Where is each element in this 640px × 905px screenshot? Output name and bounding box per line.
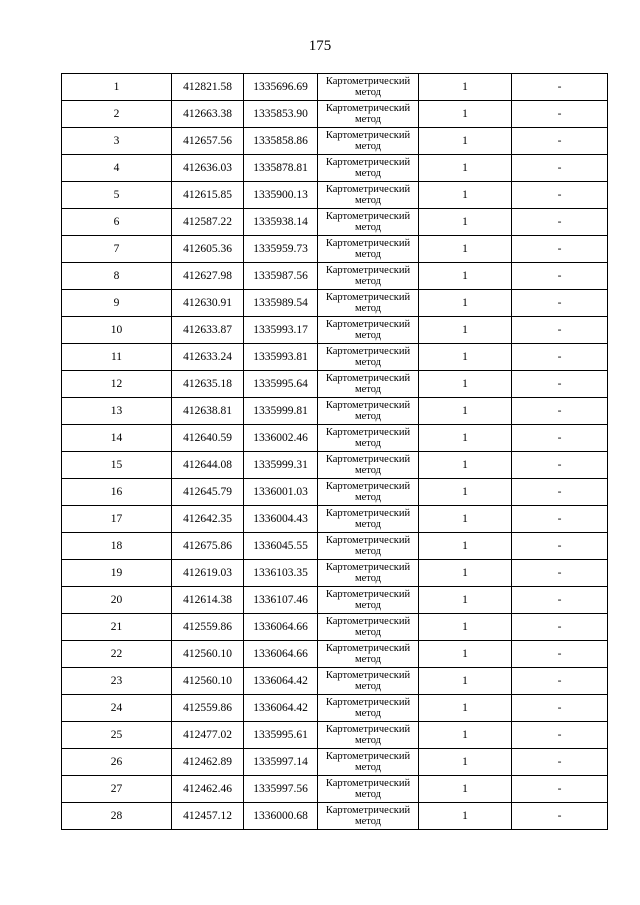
y-coordinate-cell: 1336002.46 (244, 425, 318, 452)
note-cell: - (512, 425, 608, 452)
method-line-2: метод (354, 708, 382, 719)
method-line-1: Картометрический (325, 319, 411, 330)
method-cell (318, 803, 419, 830)
x-coordinate-cell: 412559.86 (172, 695, 244, 722)
accuracy-cell: 1 (419, 479, 512, 506)
y-coordinate-cell: 1336064.42 (244, 695, 318, 722)
method-line-1: Картометрический (325, 211, 411, 222)
note-cell: - (512, 101, 608, 128)
note-cell: - (512, 722, 608, 749)
x-coordinate-cell: 412462.46 (172, 776, 244, 803)
method-line-1: Картометрический (325, 481, 411, 492)
table-row (62, 317, 608, 344)
method-line-2: метод (354, 654, 382, 665)
y-coordinate-cell: 1335900.13 (244, 182, 318, 209)
method-line-2: метод (354, 492, 382, 503)
note-cell: - (512, 749, 608, 776)
method-cell (318, 452, 419, 479)
method-line-2: метод (354, 249, 382, 260)
method-line-2: метод (354, 600, 382, 611)
method-line-2: метод (354, 816, 382, 827)
accuracy-cell: 1 (419, 371, 512, 398)
note-cell: - (512, 155, 608, 182)
method-line-1: Картометрический (325, 103, 411, 114)
y-coordinate-cell: 1336064.66 (244, 641, 318, 668)
note-cell: - (512, 452, 608, 479)
point-number-cell: 9 (62, 290, 172, 317)
x-coordinate-cell: 412587.22 (172, 209, 244, 236)
method-cell (318, 74, 419, 101)
point-number-cell: 22 (62, 641, 172, 668)
y-coordinate-cell: 1335987.56 (244, 263, 318, 290)
y-coordinate-cell: 1335858.86 (244, 128, 318, 155)
method-line-2: метод (354, 465, 382, 476)
note-cell: - (512, 776, 608, 803)
point-number-cell: 23 (62, 668, 172, 695)
accuracy-cell: 1 (419, 641, 512, 668)
y-coordinate-cell: 1335993.17 (244, 317, 318, 344)
point-number-cell: 1 (62, 74, 172, 101)
table-row (62, 74, 608, 101)
accuracy-cell: 1 (419, 506, 512, 533)
y-coordinate-cell: 1335995.61 (244, 722, 318, 749)
table-row (62, 155, 608, 182)
table-row (62, 506, 608, 533)
note-cell: - (512, 614, 608, 641)
y-coordinate-cell: 1336004.43 (244, 506, 318, 533)
point-number-cell: 28 (62, 803, 172, 830)
table-row (62, 722, 608, 749)
note-cell: - (512, 695, 608, 722)
point-number-cell: 26 (62, 749, 172, 776)
method-cell (318, 101, 419, 128)
accuracy-cell: 1 (419, 614, 512, 641)
note-cell: - (512, 479, 608, 506)
x-coordinate-cell: 412627.98 (172, 263, 244, 290)
point-number-cell: 11 (62, 344, 172, 371)
accuracy-cell: 1 (419, 425, 512, 452)
method-line-2: метод (354, 357, 382, 368)
table-row (62, 290, 608, 317)
method-line-2: метод (354, 384, 382, 395)
note-cell: - (512, 506, 608, 533)
x-coordinate-cell: 412633.87 (172, 317, 244, 344)
method-line-1: Картометрический (325, 157, 411, 168)
y-coordinate-cell: 1335959.73 (244, 236, 318, 263)
x-coordinate-cell: 412645.79 (172, 479, 244, 506)
x-coordinate-cell: 412560.10 (172, 668, 244, 695)
method-line-1: Картометрический (325, 805, 411, 816)
table-row (62, 209, 608, 236)
accuracy-cell: 1 (419, 398, 512, 425)
method-line-2: метод (354, 222, 382, 233)
table-row (62, 614, 608, 641)
table-row (62, 425, 608, 452)
accuracy-cell: 1 (419, 776, 512, 803)
note-cell: - (512, 533, 608, 560)
x-coordinate-cell: 412457.12 (172, 803, 244, 830)
point-number-cell: 19 (62, 560, 172, 587)
method-line-1: Картометрический (325, 184, 411, 195)
x-coordinate-cell: 412642.35 (172, 506, 244, 533)
x-coordinate-cell: 412675.86 (172, 533, 244, 560)
note-cell: - (512, 263, 608, 290)
method-cell (318, 425, 419, 452)
accuracy-cell: 1 (419, 101, 512, 128)
method-line-2: метод (354, 546, 382, 557)
point-number-cell: 14 (62, 425, 172, 452)
y-coordinate-cell: 1336064.66 (244, 614, 318, 641)
note-cell: - (512, 128, 608, 155)
method-cell (318, 695, 419, 722)
accuracy-cell: 1 (419, 155, 512, 182)
accuracy-cell: 1 (419, 803, 512, 830)
y-coordinate-cell: 1335878.81 (244, 155, 318, 182)
method-cell (318, 263, 419, 290)
method-line-1: Картометрический (325, 670, 411, 681)
method-line-2: метод (354, 168, 382, 179)
method-line-2: метод (354, 141, 382, 152)
point-number-cell: 16 (62, 479, 172, 506)
method-line-1: Картометрический (325, 373, 411, 384)
accuracy-cell: 1 (419, 263, 512, 290)
x-coordinate-cell: 412633.24 (172, 344, 244, 371)
method-cell (318, 128, 419, 155)
accuracy-cell: 1 (419, 128, 512, 155)
method-cell (318, 749, 419, 776)
x-coordinate-cell: 412615.85 (172, 182, 244, 209)
method-cell (318, 371, 419, 398)
accuracy-cell: 1 (419, 749, 512, 776)
method-line-2: метод (354, 735, 382, 746)
x-coordinate-cell: 412635.18 (172, 371, 244, 398)
method-cell (318, 560, 419, 587)
point-number-cell: 2 (62, 101, 172, 128)
accuracy-cell: 1 (419, 344, 512, 371)
point-number-cell: 17 (62, 506, 172, 533)
note-cell: - (512, 803, 608, 830)
y-coordinate-cell: 1335938.14 (244, 209, 318, 236)
table-row (62, 452, 608, 479)
method-line-2: метод (354, 762, 382, 773)
method-line-1: Картометрический (325, 238, 411, 249)
table-row (62, 668, 608, 695)
method-cell (318, 506, 419, 533)
point-number-cell: 4 (62, 155, 172, 182)
method-cell (318, 398, 419, 425)
table-row (62, 641, 608, 668)
point-number-cell: 7 (62, 236, 172, 263)
accuracy-cell: 1 (419, 182, 512, 209)
note-cell: - (512, 398, 608, 425)
y-coordinate-cell: 1335997.14 (244, 749, 318, 776)
method-cell (318, 776, 419, 803)
point-number-cell: 18 (62, 533, 172, 560)
method-cell (318, 290, 419, 317)
accuracy-cell: 1 (419, 668, 512, 695)
x-coordinate-cell: 412644.08 (172, 452, 244, 479)
x-coordinate-cell: 412605.36 (172, 236, 244, 263)
point-number-cell: 3 (62, 128, 172, 155)
method-line-2: метод (354, 195, 382, 206)
method-cell (318, 587, 419, 614)
table-row (62, 587, 608, 614)
y-coordinate-cell: 1335999.81 (244, 398, 318, 425)
method-cell (318, 182, 419, 209)
y-coordinate-cell: 1336064.42 (244, 668, 318, 695)
method-line-1: Картометрический (325, 643, 411, 654)
method-line-2: метод (354, 303, 382, 314)
table-row (62, 560, 608, 587)
x-coordinate-cell: 412640.59 (172, 425, 244, 452)
note-cell: - (512, 74, 608, 101)
method-line-1: Картометрический (325, 454, 411, 465)
x-coordinate-cell: 412619.03 (172, 560, 244, 587)
method-line-1: Картометрический (325, 778, 411, 789)
method-line-1: Картометрический (325, 346, 411, 357)
table-row (62, 803, 608, 830)
accuracy-cell: 1 (419, 74, 512, 101)
y-coordinate-cell: 1335997.56 (244, 776, 318, 803)
table-row (62, 533, 608, 560)
method-line-1: Картометрический (325, 724, 411, 735)
x-coordinate-cell: 412636.03 (172, 155, 244, 182)
method-line-1: Картометрический (325, 76, 411, 87)
x-coordinate-cell: 412630.91 (172, 290, 244, 317)
accuracy-cell: 1 (419, 290, 512, 317)
note-cell: - (512, 587, 608, 614)
method-cell (318, 668, 419, 695)
table-row (62, 128, 608, 155)
method-cell (318, 155, 419, 182)
accuracy-cell: 1 (419, 209, 512, 236)
note-cell: - (512, 209, 608, 236)
method-cell (318, 722, 419, 749)
x-coordinate-cell: 412614.38 (172, 587, 244, 614)
method-cell (318, 641, 419, 668)
note-cell: - (512, 371, 608, 398)
x-coordinate-cell: 412821.58 (172, 74, 244, 101)
y-coordinate-cell: 1335993.81 (244, 344, 318, 371)
table-row (62, 749, 608, 776)
method-line-1: Картометрический (325, 616, 411, 627)
method-cell (318, 236, 419, 263)
method-cell (318, 533, 419, 560)
method-line-1: Картометрический (325, 751, 411, 762)
accuracy-cell: 1 (419, 587, 512, 614)
table-row (62, 236, 608, 263)
note-cell: - (512, 344, 608, 371)
method-cell (318, 479, 419, 506)
method-cell (318, 317, 419, 344)
y-coordinate-cell: 1336001.03 (244, 479, 318, 506)
y-coordinate-cell: 1335853.90 (244, 101, 318, 128)
method-line-1: Картометрический (325, 535, 411, 546)
x-coordinate-cell: 412462.89 (172, 749, 244, 776)
note-cell: - (512, 317, 608, 344)
method-line-2: метод (354, 330, 382, 341)
y-coordinate-cell: 1336045.55 (244, 533, 318, 560)
y-coordinate-cell: 1335999.31 (244, 452, 318, 479)
point-number-cell: 24 (62, 695, 172, 722)
accuracy-cell: 1 (419, 452, 512, 479)
method-line-1: Картометрический (325, 697, 411, 708)
page-number: 175 (308, 38, 332, 54)
note-cell: - (512, 560, 608, 587)
table-row (62, 182, 608, 209)
method-cell (318, 209, 419, 236)
method-line-2: метод (354, 573, 382, 584)
table-row (62, 263, 608, 290)
table-row (62, 776, 608, 803)
table-row (62, 398, 608, 425)
note-cell: - (512, 668, 608, 695)
table-row (62, 479, 608, 506)
method-line-1: Картометрический (325, 508, 411, 519)
y-coordinate-cell: 1336107.46 (244, 587, 318, 614)
method-line-2: метод (354, 411, 382, 422)
accuracy-cell: 1 (419, 695, 512, 722)
method-line-1: Картометрический (325, 589, 411, 600)
point-number-cell: 5 (62, 182, 172, 209)
note-cell: - (512, 641, 608, 668)
note-cell: - (512, 182, 608, 209)
method-line-1: Картометрический (325, 562, 411, 573)
point-number-cell: 20 (62, 587, 172, 614)
method-line-2: метод (354, 627, 382, 638)
y-coordinate-cell: 1335989.54 (244, 290, 318, 317)
method-line-1: Картометрический (325, 130, 411, 141)
point-number-cell: 27 (62, 776, 172, 803)
note-cell: - (512, 236, 608, 263)
x-coordinate-cell: 412559.86 (172, 614, 244, 641)
y-coordinate-cell: 1336103.35 (244, 560, 318, 587)
x-coordinate-cell: 412477.02 (172, 722, 244, 749)
y-coordinate-cell: 1335995.64 (244, 371, 318, 398)
x-coordinate-cell: 412657.56 (172, 128, 244, 155)
table-row (62, 695, 608, 722)
method-cell (318, 614, 419, 641)
method-line-2: метод (354, 87, 382, 98)
method-line-2: метод (354, 114, 382, 125)
point-number-cell: 6 (62, 209, 172, 236)
table-row (62, 101, 608, 128)
x-coordinate-cell: 412663.38 (172, 101, 244, 128)
method-line-1: Картометрический (325, 400, 411, 411)
coordinates-table-body (62, 74, 608, 830)
method-line-1: Картометрический (325, 427, 411, 438)
table-row (62, 371, 608, 398)
accuracy-cell: 1 (419, 533, 512, 560)
method-line-1: Картометрический (325, 265, 411, 276)
method-line-2: метод (354, 438, 382, 449)
point-number-cell: 25 (62, 722, 172, 749)
point-number-cell: 13 (62, 398, 172, 425)
accuracy-cell: 1 (419, 722, 512, 749)
y-coordinate-cell: 1336000.68 (244, 803, 318, 830)
x-coordinate-cell: 412638.81 (172, 398, 244, 425)
point-number-cell: 15 (62, 452, 172, 479)
point-number-cell: 12 (62, 371, 172, 398)
accuracy-cell: 1 (419, 560, 512, 587)
point-number-cell: 10 (62, 317, 172, 344)
coordinates-table (61, 73, 608, 830)
accuracy-cell: 1 (419, 236, 512, 263)
accuracy-cell: 1 (419, 317, 512, 344)
point-number-cell: 8 (62, 263, 172, 290)
method-line-2: метод (354, 276, 382, 287)
x-coordinate-cell: 412560.10 (172, 641, 244, 668)
y-coordinate-cell: 1335696.69 (244, 74, 318, 101)
method-line-1: Картометрический (325, 292, 411, 303)
method-line-2: метод (354, 681, 382, 692)
table-row (62, 344, 608, 371)
method-cell (318, 344, 419, 371)
method-line-2: метод (354, 789, 382, 800)
method-line-2: метод (354, 519, 382, 530)
note-cell: - (512, 290, 608, 317)
point-number-cell: 21 (62, 614, 172, 641)
